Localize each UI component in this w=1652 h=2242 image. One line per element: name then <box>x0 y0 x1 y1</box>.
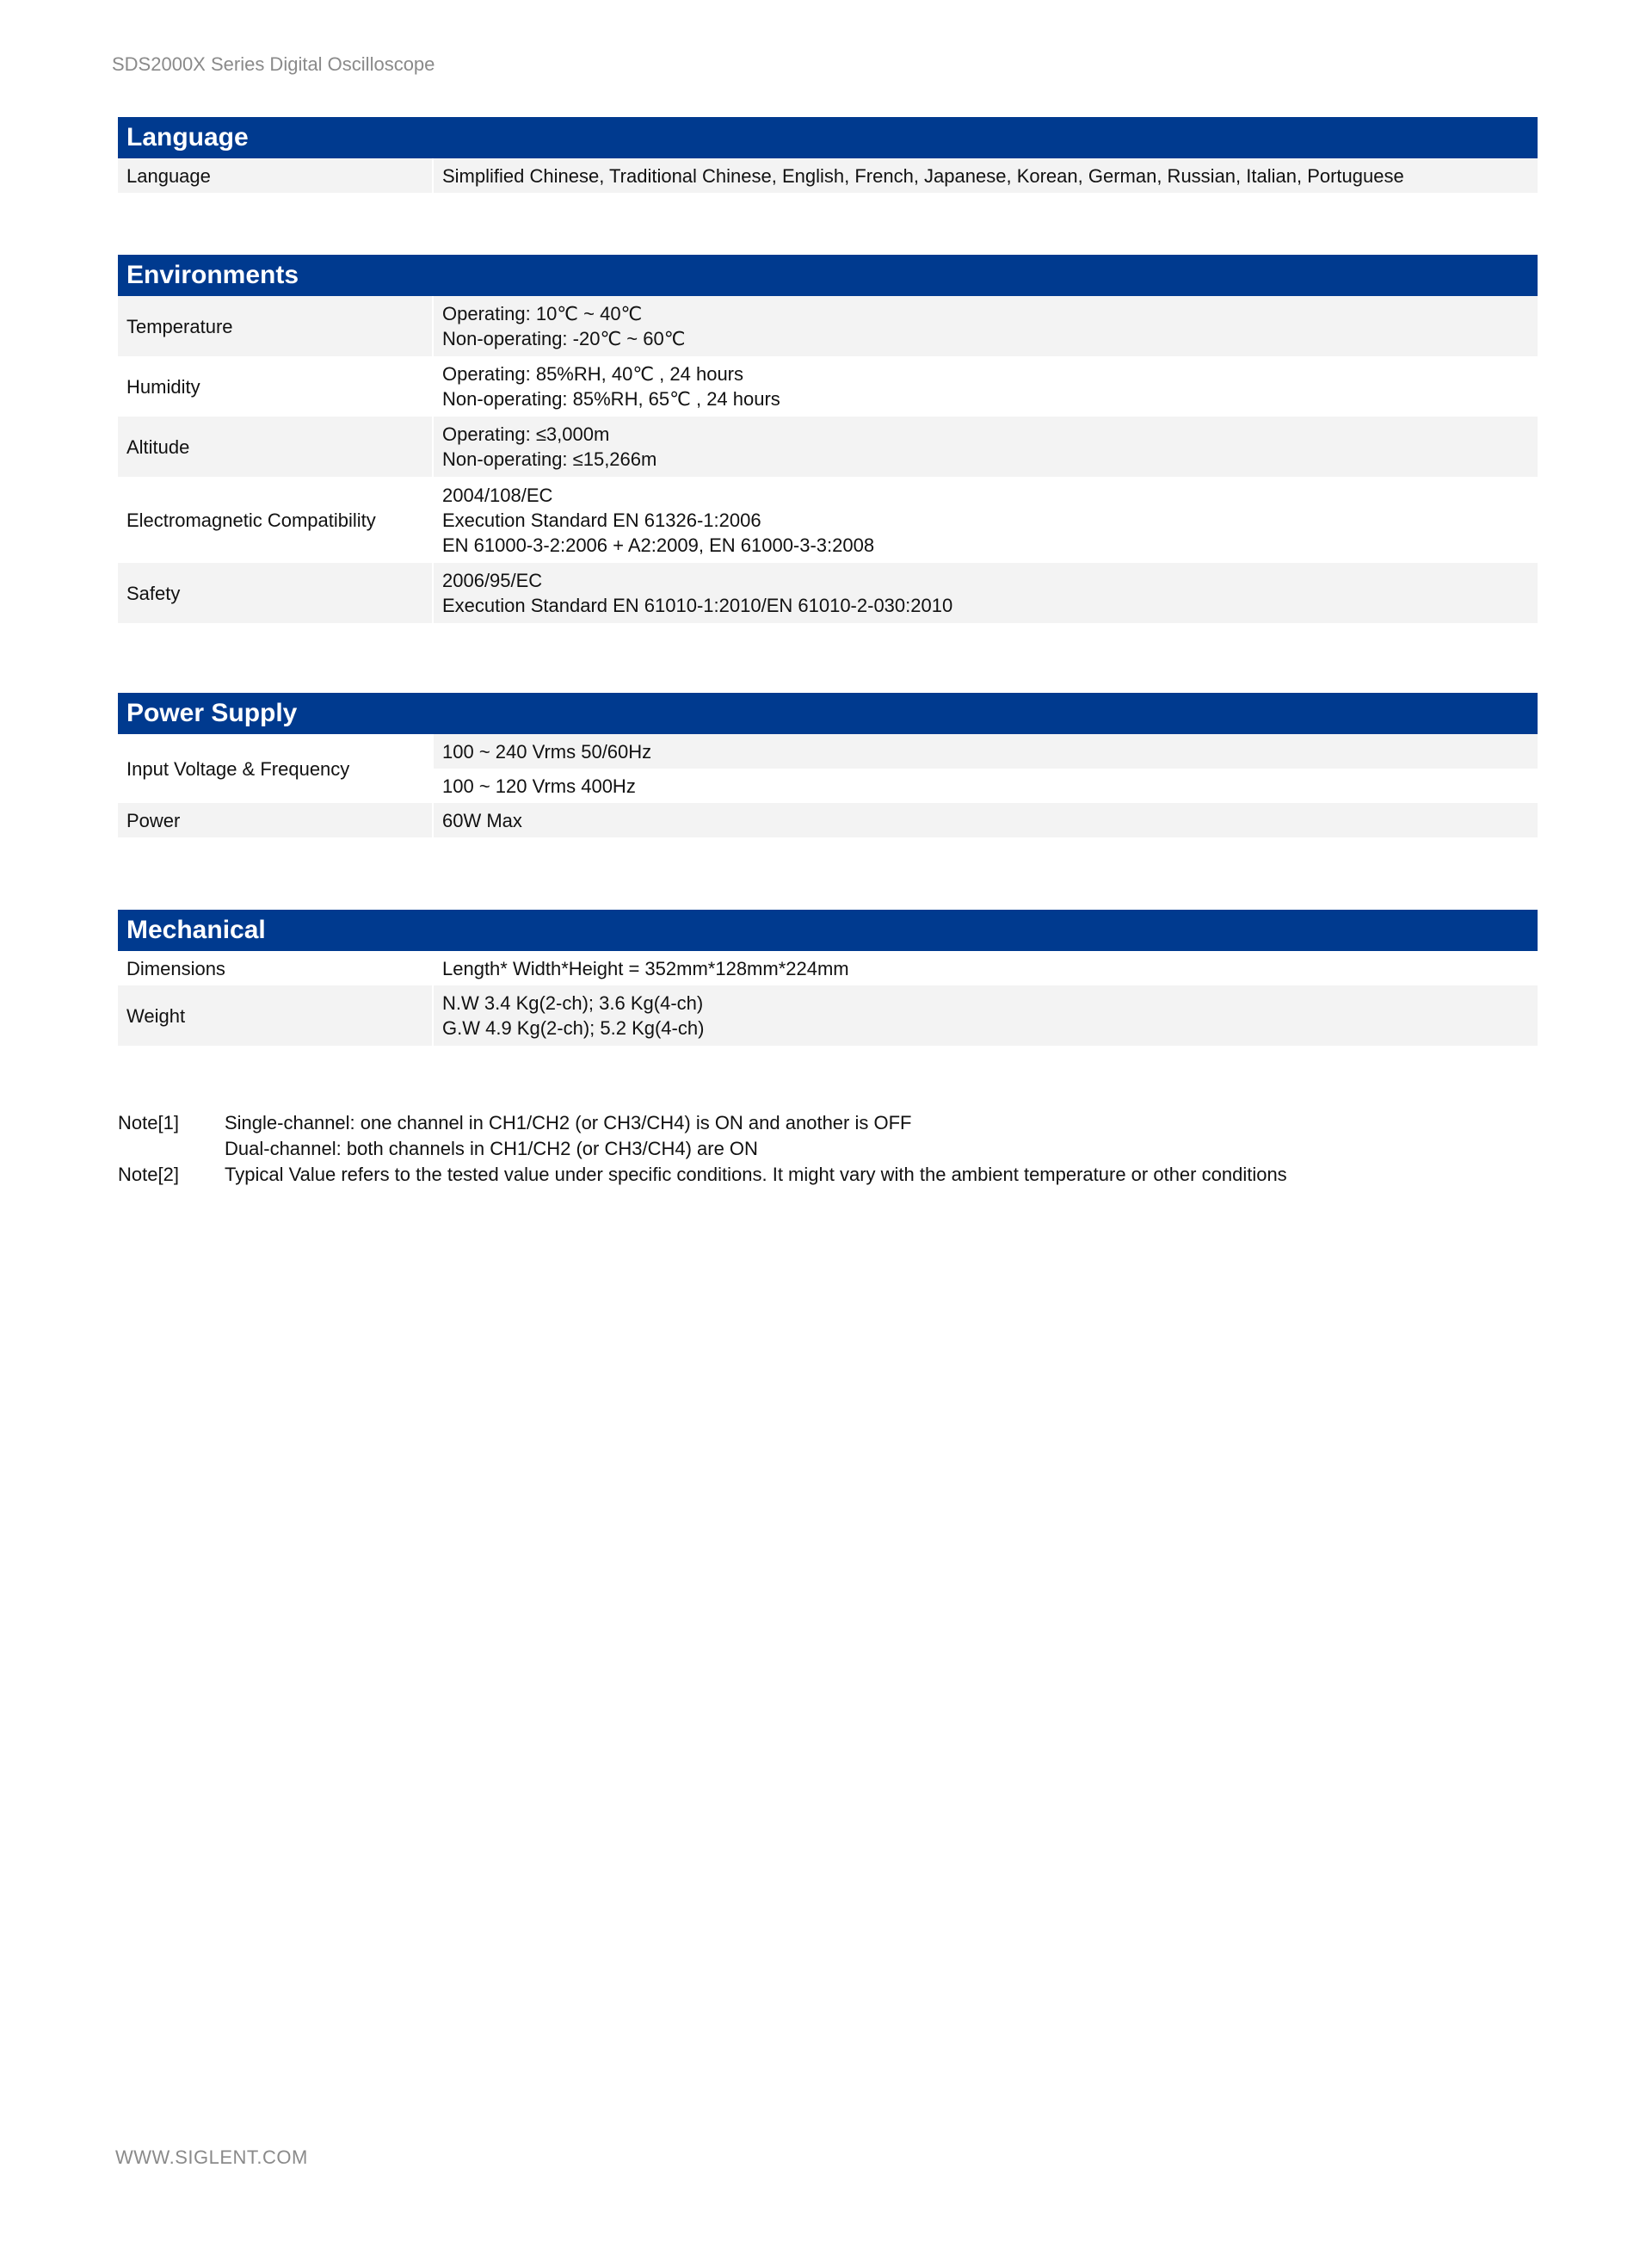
page-footer-url: WWW.SIGLENT.COM <box>115 2146 308 2168</box>
power-supply-table <box>118 734 1538 837</box>
row-label: Power <box>118 803 433 837</box>
language-table <box>118 158 1538 193</box>
row-value: Simplified Chinese, Traditional Chinese, English, French, Japanese, Korean, German, Russian, Italian, Portuguese <box>433 158 1538 193</box>
table-row <box>118 477 1538 563</box>
notes <box>118 1110 1287 1188</box>
row-label: Temperature <box>118 296 433 356</box>
table-row <box>118 951 1538 985</box>
row-value: Operating: 10℃ ~ 40℃ Non-operating: -20℃ ~ 60℃ <box>433 296 1538 356</box>
row-value: Operating: ≤3,000m Non-operating: ≤15,266m <box>433 417 1538 477</box>
mechanical-table <box>118 951 1538 1046</box>
row-label: Weight <box>118 985 433 1046</box>
table-row <box>118 158 1538 193</box>
row-value: Length* Width*Height = 352mm*128mm*224mm <box>433 951 1538 985</box>
section-title: Power Supply <box>118 693 1538 734</box>
row-value: 100 ~ 120 Vrms 400Hz <box>433 769 1538 803</box>
row-label: Language <box>118 158 433 193</box>
note-text: Typical Value refers to the tested value under specific conditions. It might vary with the ambient temperature or other conditions <box>225 1164 1287 1185</box>
section-title: Mechanical <box>118 910 1538 951</box>
row-value: 2004/108/EC Execution Standard EN 61326-1:2006 EN 61000-3-2:2006 + A2:2009, EN 61000-3-3:2008 <box>433 477 1538 563</box>
row-value: 100 ~ 240 Vrms 50/60Hz <box>433 734 1538 769</box>
note-item <box>118 1162 1287 1188</box>
note-key: Note[1] <box>118 1112 179 1133</box>
row-label: Safety <box>118 563 433 623</box>
table-row <box>118 734 1538 769</box>
table-row <box>118 417 1538 477</box>
language-section <box>118 117 1538 193</box>
table-row <box>118 296 1538 356</box>
row-label: Humidity <box>118 356 433 417</box>
row-label: Dimensions <box>118 951 433 985</box>
table-row <box>118 803 1538 837</box>
row-label: Electromagnetic Compatibility <box>118 477 433 563</box>
environments-section <box>118 255 1538 623</box>
page-header: SDS2000X Series Digital Oscilloscope <box>112 53 435 75</box>
section-title: Language <box>118 117 1538 158</box>
note-text: Single-channel: one channel in CH1/CH2 (or CH3/CH4) is ON and another is OFF Dual-channel: both channels in CH1/CH2 (or CH3/CH4) are ON <box>225 1112 912 1159</box>
power-supply-section <box>118 693 1538 837</box>
row-value: 2006/95/EC Execution Standard EN 61010-1:2010/EN 61010-2-030:2010 <box>433 563 1538 623</box>
note-key: Note[2] <box>118 1164 179 1185</box>
row-label: Input Voltage & Frequency <box>118 734 433 803</box>
table-row <box>118 356 1538 417</box>
row-label: Altitude <box>118 417 433 477</box>
table-row <box>118 563 1538 623</box>
row-value: N.W 3.4 Kg(2-ch); 3.6 Kg(4-ch) G.W 4.9 Kg(2-ch); 5.2 Kg(4-ch) <box>433 985 1538 1046</box>
row-value: Operating: 85%RH, 40℃ , 24 hours Non-operating: 85%RH, 65℃ , 24 hours <box>433 356 1538 417</box>
environments-table <box>118 296 1538 623</box>
row-value: 60W Max <box>433 803 1538 837</box>
section-title: Environments <box>118 255 1538 296</box>
table-row <box>118 985 1538 1046</box>
mechanical-section <box>118 910 1538 1046</box>
note-item <box>118 1110 1287 1162</box>
